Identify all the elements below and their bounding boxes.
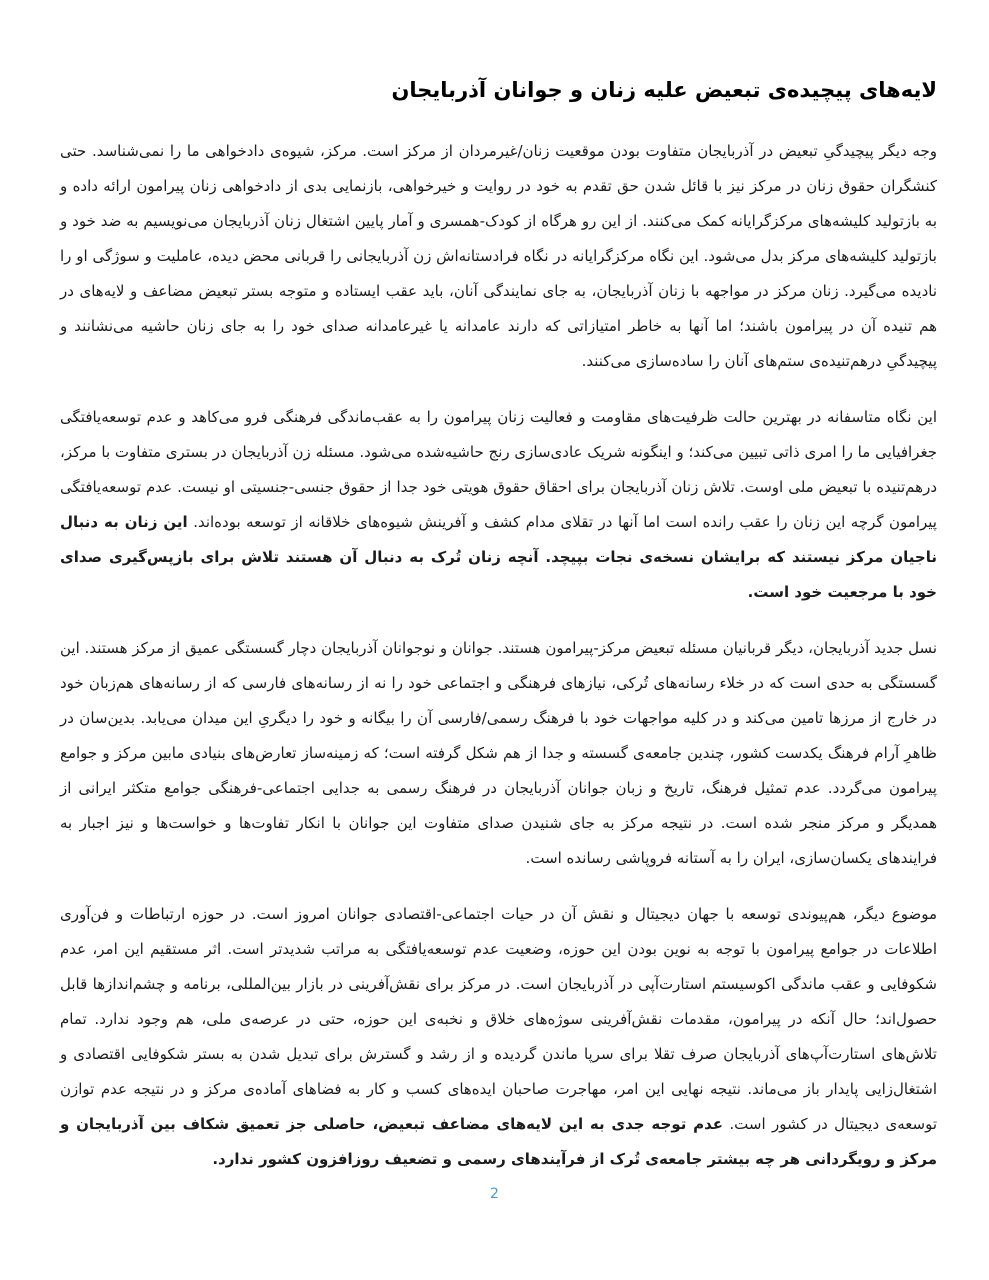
bold-emphasis-text: عدم توجه جدی به این لایه‌های مضاعف تبعیض، حاصلی جز تعمیق شکاف بین آذربایجان و مرکز و رویگردانی هر چه بیشتر جامعه‌ی تُرک از فرآیندهای رسمی و تضعیف روزافزون کشور ندارد. [60,1115,937,1168]
bold-emphasis-text: این زنان به دنبال ناجیان مرکز نیستند که برایشان نسخه‌ی نجات بپیچد. آنچه زنان تُرک به دنبال آن هستند تلاش برای بازپس‌گیری صدای خود با مرجعیت خود است. [60,513,937,601]
body-text: نسل جدید آذربایجان، دیگر قربانیان مسئله تبعیض مرکز-پیرامون هستند. جوانان و نوجوانان آذربایجان دچار گسستگی عمیق از مرکز هستند. این گسستگی به حدی است که در خلاء رسانه‌های تُرکی، نیازهای فرهنگی و اجتماعی خود را نه از رسانه‌های فارسی که از رسانه‌های هم‌زبان خود در خارج از مرزها تامین می‌کند و در کلیه مواجهات خود با فرهنگ رسمی/فارسی آن را بیگانه و خود را دیگریِ این میدان می‌یابد. بدین‌سان در ظاهرِ آرام فرهنگ یکدست کشور، چندین جامعه‌ی گسسته و جدا از هم شکل گرفته است؛ که زمینه‌ساز تعارض‌های بنیادی مابین مرکز و جوامع پیرامون می‌گردد. عدم تمثیل فرهنگ، تاریخ و زبان جوانان آذربایجان در فرهنگ رسمی به جدایی اجتماعی-فرهنگی جوامع متکثر ایرانی از همدیگر و مرکز منجر شده است. در نتیجه مرکز به جای شنیدن صدای متفاوت این جوانان با انکار تفاوت‌ها و خواست‌ها و نیز اجبار به فرایندهای یکسان‌سازی، ایران را به آستانه فروپاشی رسانده است. [60,639,937,867]
paragraph [60,897,937,1177]
body-text: وجه دیگر پیچیدگیِ تبعیض در آذربایجان متفاوت بودن موقعیت زنان/غیرمردان از مرکز است. مرکز، شیوه‌ی دادخواهی ما را نمی‌شناسد. حتی کنشگران حقوق زنان در مرکز نیز با قائل شدن حق تقدم به خود در روایت و خیرخواهی، بازنمایی بدی از دادخواهی زنان پیرامون ارائه داده و به بازتولید کلیشه‌های مرکزگرایانه کمک می‌کنند. از این رو هرگاه از کودک-همسری و آمار پایین اشتغال زنان آذربایجان می‌نویسیم به ضد خود و بازتولید کلیشه‌های مرکز بدل می‌شود. این نگاه مرکزگرایانه در نگاه فرادستانه‌اش زن آذربایجانی را قربانی محض دیده، عاملیت و سوژگی او را نادیده می‌گیرد. زنان مرکز در مواجهه با زنان آذربایجان، به جای نمایندگی آنان، باید عقب ایستاده و متوجه بستر تبعیض مضاعف و لایه‌های در هم تنیده آن در پیرامون باشند؛ اما آنها به خاطر امتیازاتی که دارند عامدانه یا غیرعامدانه صدای خود را به جای زنان حاشیه می‌نشانند و پیچیدگیِ درهم‌تنیده‌ی ستم‌های آنان را ساده‌سازی می‌کنند. [60,142,937,370]
paragraph [60,631,937,876]
body-text: موضوع دیگر، هم‌پیوندی توسعه با جهان دیجیتال و نقش آن در حیات اجتماعی-اقتصادی جوانان امروز است. در حوزه ارتباطات و فن‌آوری اطلاعات در جوامع پیرامون با توجه به نوین بودن این حوزه، وضعیت عدم توسعه‌یافتگی به مراتب شدیدتر است. اثر مستقیم این امر، عدم شکوفایی و عقب ماندگی اکوسیستم استارت‌آپی در آذربایجان است. در مرکز برای نقش‌آفرینی در بازار بین‌المللی، برنامه و چشم‌اندازها قابل حصول‌اند؛ حال آنکه در پیرامون، مقدمات نقش‌آفرینی سوژه‌های خلاق و نخبه‌ی این حوزه، حتی در عرصه‌ی ملی، هم وجود ندارد. تمام تلاش‌های استارت‌آپ‌های آذربایجان صرف تقلا برای سرپا ماندن گردیده و از رشد و گسترش برای تبدیل شدن به بستر شکوفایی اقتصادی و اشتغال‌زایی پایدار باز می‌ماند. نتیجه نهایی این امر، مهاجرت صاحبان ایده‌های کسب و کار به فضاهای آماده‌ی مرکز و در نتیجه عدم توازن توسعه‌ی دیجیتال در کشور است. [60,905,937,1133]
body-text: این نگاه متاسفانه در بهترین حالت ظرفیت‌های مقاومت و فعالیت زنان پیرامون را به عقب‌ماندگی فرهنگی فرو می‌کاهد و عدم توسعه‌یافتگی جغرافیایی ما را امری ذاتی تبیین می‌کند؛ و اینگونه شریک عادی‌سازی رنج حاشیه‌شده می‌شود. مسئله زن آذربایجان در بستری متفاوت با مرکز، درهم‌تنیده با تبعیض ملی اوست. تلاش زنان آذربایجان برای احقاق حقوق هویتی خود جدا از حقوق جنسی-جنسیتی او نیست. عدم توسعه‌یافتگی پیرامون گرچه این زنان را عقب رانده است اما آنها در تقلای مدام کشف و آفرینش شیوه‌های خلاقانه از توسعه بوده‌اند. [60,408,937,531]
paragraph [60,400,937,610]
document-body [60,134,937,1177]
page-number: 2 [490,1186,499,1202]
document-title: لایه‌های پیچیده‌ی تبعیض علیه زنان و جوانان آذربایجان [391,78,937,102]
paragraph [60,134,937,379]
text-block [60,74,937,1177]
